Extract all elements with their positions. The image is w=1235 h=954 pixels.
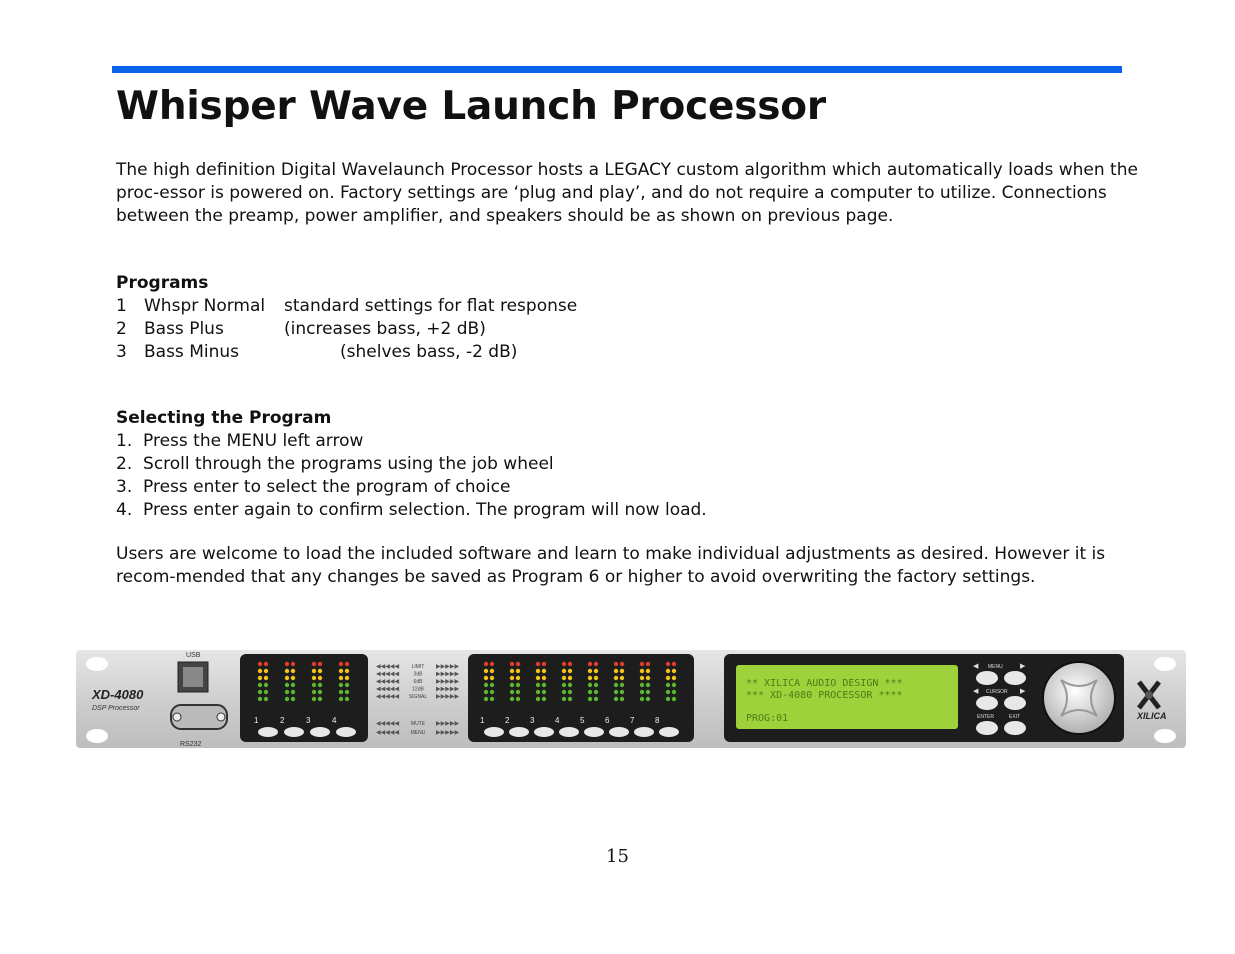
output-meter-panel <box>468 654 694 742</box>
level-led <box>510 697 514 701</box>
level-led <box>312 662 316 666</box>
level-led <box>568 697 572 701</box>
level-led <box>666 683 670 687</box>
level-led <box>562 697 566 701</box>
arrow-right-icon: ▶▶▶▶▶ <box>436 678 460 685</box>
level-led <box>620 662 624 666</box>
level-led <box>339 662 343 666</box>
level-led <box>640 683 644 687</box>
meter-label: 3dB <box>413 671 423 678</box>
level-led <box>516 662 520 666</box>
level-led <box>640 662 644 666</box>
channel-button[interactable] <box>310 727 330 737</box>
level-led <box>291 669 295 673</box>
level-led <box>666 676 670 680</box>
channel-number: 3 <box>306 716 311 725</box>
level-led <box>339 690 343 694</box>
level-led <box>258 697 262 701</box>
level-led <box>490 662 494 666</box>
rs232-label: RS232 <box>180 741 202 748</box>
cursor-left-icon: ◀ <box>973 687 979 695</box>
lcd-line-2: *** XD-4080 PROCESSOR **** <box>746 690 903 701</box>
selecting-heading: Selecting the Program <box>116 408 332 428</box>
menu-label: MENU <box>988 664 1003 670</box>
step-item: 1. Press the MENU left arrow <box>116 431 364 451</box>
level-led <box>614 676 618 680</box>
level-led <box>562 669 566 673</box>
level-led <box>666 697 670 701</box>
level-led <box>594 676 598 680</box>
level-led <box>620 669 624 673</box>
meter-label: LIMIT <box>411 664 425 670</box>
level-led <box>258 676 262 680</box>
selecting-section <box>116 407 916 522</box>
level-led <box>640 676 644 680</box>
step-item: 3. Press enter to select the program of choice <box>116 477 511 497</box>
rs232-screw <box>173 713 181 721</box>
level-led <box>484 669 488 673</box>
level-led <box>285 662 289 666</box>
level-led <box>291 662 295 666</box>
arrow-right-icon: ▶▶▶▶▶ <box>436 670 460 678</box>
level-led <box>490 683 494 687</box>
enter-label: ENTER <box>977 714 994 720</box>
level-led <box>264 676 268 680</box>
level-led <box>594 690 598 694</box>
page-title: Whisper Wave Launch Processor <box>116 84 826 129</box>
channel-button[interactable] <box>584 727 604 737</box>
level-led <box>345 690 349 694</box>
program-name: Whspr Normal <box>144 296 266 316</box>
program-row <box>116 318 816 341</box>
channel-number: 4 <box>332 716 337 725</box>
level-led <box>285 683 289 687</box>
level-led <box>516 676 520 680</box>
level-led <box>614 690 618 694</box>
level-led <box>339 676 343 680</box>
level-led <box>510 662 514 666</box>
level-led <box>536 676 540 680</box>
usb-port-inner <box>183 667 203 687</box>
level-led <box>312 676 316 680</box>
level-led <box>536 697 540 701</box>
level-led <box>672 690 676 694</box>
program-row <box>116 341 816 364</box>
level-led <box>646 676 650 680</box>
level-led <box>542 662 546 666</box>
level-led <box>646 697 650 701</box>
level-led <box>484 690 488 694</box>
program-name: Bass Plus <box>144 319 224 339</box>
processor-front-panel <box>76 648 1186 752</box>
model-subtitle: DSP Processor <box>92 705 140 712</box>
level-led <box>285 676 289 680</box>
level-led <box>562 683 566 687</box>
level-led <box>285 669 289 673</box>
meter-label: MUTE <box>410 721 426 727</box>
channel-number: 1 <box>480 716 485 725</box>
level-led <box>264 697 268 701</box>
channel-button[interactable] <box>659 727 679 737</box>
step-item: 2. Scroll through the programs using the job wheel <box>116 454 554 474</box>
channel-button[interactable] <box>534 727 554 737</box>
level-led <box>620 690 624 694</box>
level-led <box>312 669 316 673</box>
level-led <box>614 669 618 673</box>
level-led <box>484 662 488 666</box>
level-led <box>345 683 349 687</box>
level-led <box>312 690 316 694</box>
level-led <box>318 662 322 666</box>
meter-label: 12dB <box>412 686 424 693</box>
level-led <box>594 669 598 673</box>
level-led <box>258 690 262 694</box>
level-led <box>345 662 349 666</box>
level-led <box>510 690 514 694</box>
channel-button[interactable] <box>634 727 654 737</box>
level-led <box>484 697 488 701</box>
channel-button[interactable] <box>284 727 304 737</box>
level-led <box>640 697 644 701</box>
level-led <box>339 669 343 673</box>
arrow-right-icon: ▶▶▶▶▶ <box>436 720 460 727</box>
level-led <box>646 662 650 666</box>
channel-number: 8 <box>655 716 660 725</box>
channel-number: 5 <box>580 716 585 725</box>
level-led <box>672 662 676 666</box>
level-led <box>264 683 268 687</box>
level-led <box>484 676 488 680</box>
level-led <box>291 683 295 687</box>
rack-hole <box>1154 657 1176 671</box>
level-led <box>264 669 268 673</box>
arrow-left-icon: ◀◀◀◀◀ <box>376 729 400 736</box>
menu-left-button[interactable] <box>976 671 998 685</box>
enter-button[interactable] <box>976 721 998 735</box>
level-led <box>588 697 592 701</box>
level-led <box>568 669 572 673</box>
meter-label: SIGNAL <box>408 694 428 700</box>
level-led <box>516 669 520 673</box>
channel-number: 1 <box>254 716 259 725</box>
level-led <box>510 669 514 673</box>
program-name: Bass Minus <box>144 342 239 362</box>
level-led <box>588 683 592 687</box>
level-led <box>588 669 592 673</box>
level-led <box>516 683 520 687</box>
level-led <box>490 690 494 694</box>
level-led <box>345 697 349 701</box>
arrow-left-icon: ◀◀◀◀◀ <box>376 720 400 727</box>
level-led <box>318 669 322 673</box>
level-led <box>536 683 540 687</box>
level-led <box>291 697 295 701</box>
menu-right-icon: ▶ <box>1020 662 1026 670</box>
level-led <box>646 669 650 673</box>
channel-number: 3 <box>530 716 535 725</box>
arrow-right-icon: ▶▶▶▶▶ <box>436 685 460 693</box>
page-number: 15 <box>606 846 629 867</box>
programs-section <box>116 272 816 364</box>
lcd-line-1: ** XILICA AUDIO DESIGN *** <box>746 678 903 689</box>
arrow-left-icon: ◀◀◀◀◀ <box>376 663 400 670</box>
level-led <box>562 662 566 666</box>
level-led <box>318 697 322 701</box>
channel-button[interactable] <box>336 727 356 737</box>
level-led <box>646 690 650 694</box>
program-number: 3 <box>116 342 127 362</box>
intro-paragraph: The high definition Digital Wavelaunch Processor hosts a LEGACY custom algorithm which automatically loads when the proc-essor is powered on. Factory settings are ‘plug and play’, and do not require a computer to utilize. Connections between the preamp, power amplifier, and speakers should be as shown on previous page. <box>116 160 1138 226</box>
brand-label: XILICA <box>1137 711 1167 721</box>
jog-wheel[interactable] <box>1043 662 1115 734</box>
level-led <box>510 683 514 687</box>
level-led <box>568 676 572 680</box>
level-led <box>285 690 289 694</box>
level-led <box>620 676 624 680</box>
level-led <box>542 676 546 680</box>
level-led <box>620 683 624 687</box>
rs232-screw <box>217 713 225 721</box>
level-led <box>614 662 618 666</box>
level-led <box>536 662 540 666</box>
level-led <box>510 676 514 680</box>
level-led <box>568 662 572 666</box>
level-led <box>562 676 566 680</box>
channel-number: 4 <box>555 716 560 725</box>
arrow-left-icon: ◀◀◀◀◀ <box>376 685 400 693</box>
cursor-right-icon: ▶ <box>1020 687 1026 695</box>
level-led <box>318 676 322 680</box>
level-led <box>291 690 295 694</box>
level-led <box>542 697 546 701</box>
level-led <box>264 662 268 666</box>
level-led <box>339 683 343 687</box>
level-led <box>490 697 494 701</box>
level-led <box>339 697 343 701</box>
level-led <box>666 662 670 666</box>
program-description: (increases bass, +2 dB) <box>284 319 486 339</box>
menu-right-button[interactable] <box>1004 671 1026 685</box>
arrow-left-icon: ◀◀◀◀◀ <box>376 678 400 685</box>
level-led <box>536 669 540 673</box>
level-led <box>516 697 520 701</box>
usb-label: USB <box>186 652 201 659</box>
accent-bar <box>112 66 1122 73</box>
level-led <box>568 690 572 694</box>
level-led <box>258 683 262 687</box>
step-item: 4. Press enter again to confirm selection. The program will now load. <box>116 500 707 520</box>
level-led <box>516 690 520 694</box>
level-led <box>542 683 546 687</box>
arrow-left-icon: ◀◀◀◀◀ <box>376 670 400 678</box>
cursor-right-button[interactable] <box>1004 696 1026 710</box>
level-led <box>620 697 624 701</box>
level-led <box>318 683 322 687</box>
level-led <box>291 676 295 680</box>
channel-button[interactable] <box>559 727 579 737</box>
users-note: Users are welcome to load the included software and learn to make individual adjustments as desired. However it is recom-mended that any changes be saved as Program 6 or higher to avoid overwriting the factory settings. <box>116 544 1106 587</box>
level-led <box>542 669 546 673</box>
level-led <box>594 662 598 666</box>
channel-number: 2 <box>505 716 510 725</box>
exit-label: EXIT <box>1009 714 1021 720</box>
cursor-left-button[interactable] <box>976 696 998 710</box>
level-led <box>588 662 592 666</box>
level-led <box>672 697 676 701</box>
rack-hole <box>1154 729 1176 743</box>
level-led <box>258 662 262 666</box>
level-led <box>594 697 598 701</box>
level-led <box>640 669 644 673</box>
level-led <box>640 690 644 694</box>
level-led <box>588 676 592 680</box>
level-led <box>594 683 598 687</box>
level-led <box>672 669 676 673</box>
lcd-line-3: PROG:01 <box>746 713 789 724</box>
level-led <box>345 676 349 680</box>
channel-button[interactable] <box>484 727 504 737</box>
menu-left-icon: ◀ <box>973 662 979 670</box>
meter-label: MENU <box>410 730 426 736</box>
level-led <box>312 683 316 687</box>
level-led <box>562 690 566 694</box>
channel-button[interactable] <box>609 727 629 737</box>
level-led <box>484 683 488 687</box>
level-led <box>568 683 572 687</box>
level-led <box>614 683 618 687</box>
level-led <box>264 690 268 694</box>
program-description: standard settings for flat response <box>284 296 578 316</box>
exit-button[interactable] <box>1004 721 1026 735</box>
arrow-right-icon: ▶▶▶▶▶ <box>436 693 460 700</box>
channel-button[interactable] <box>509 727 529 737</box>
level-led <box>536 690 540 694</box>
arrow-right-icon: ▶▶▶▶▶ <box>436 663 460 670</box>
level-led <box>490 669 494 673</box>
level-led <box>285 697 289 701</box>
cursor-label: CURSOR <box>986 689 1008 695</box>
channel-number: 2 <box>280 716 285 725</box>
rack-hole <box>86 729 108 743</box>
channel-number: 7 <box>630 716 635 725</box>
model-label: XD-4080 <box>92 687 144 702</box>
level-led <box>646 683 650 687</box>
level-led <box>490 676 494 680</box>
meter-label: 6dB <box>413 679 423 685</box>
meter-label-strip <box>376 663 459 736</box>
arrow-left-icon: ◀◀◀◀◀ <box>376 693 400 700</box>
program-description: (shelves bass, -2 dB) <box>340 342 518 362</box>
level-led <box>258 669 262 673</box>
level-led <box>312 697 316 701</box>
rack-hole <box>86 657 108 671</box>
program-row <box>116 295 816 318</box>
level-led <box>588 690 592 694</box>
channel-number: 6 <box>605 716 610 725</box>
level-led <box>345 669 349 673</box>
level-led <box>666 690 670 694</box>
arrow-right-icon: ▶▶▶▶▶ <box>436 729 460 736</box>
level-led <box>318 690 322 694</box>
level-led <box>672 676 676 680</box>
program-number: 1 <box>116 296 127 316</box>
level-led <box>672 683 676 687</box>
programs-heading: Programs <box>116 273 209 293</box>
level-led <box>666 669 670 673</box>
level-led <box>542 690 546 694</box>
channel-button[interactable] <box>258 727 278 737</box>
level-led <box>614 697 618 701</box>
program-number: 2 <box>116 319 127 339</box>
